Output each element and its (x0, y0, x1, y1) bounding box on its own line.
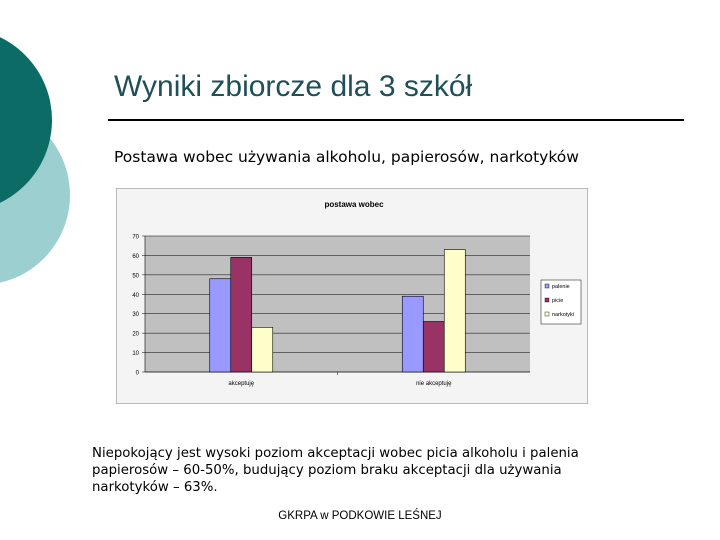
legend-label-palenie: palenie (552, 284, 570, 290)
y-tick-label: 0 (135, 370, 139, 377)
conclusion-line-1: Niepokojący jest wysoki poziom akceptacji wobec picia alkoholu i palenia (92, 446, 579, 461)
bar-palenie-2 (402, 296, 423, 372)
x-category-label: nie akceptuję (416, 381, 452, 387)
y-tick-label: 70 (132, 234, 139, 241)
conclusion-text (92, 445, 632, 496)
y-tick-label: 30 (132, 312, 139, 319)
conclusion-line-3: narkotyków – 63%. (92, 480, 218, 495)
plot-area (132, 235, 530, 388)
decorative-circles (0, 0, 120, 300)
chart-title: postawa wobec (324, 200, 384, 209)
bar-narkotyki-2 (444, 250, 465, 372)
legend-label-picie: picie (552, 298, 564, 304)
legend-swatch-narkotyki (545, 312, 549, 316)
bar-narkotyki-1 (252, 327, 273, 372)
y-tick-label: 10 (132, 351, 139, 358)
legend-label-narkotyki: narkotyki (552, 312, 575, 318)
bar-picie-2 (423, 321, 444, 372)
title-underline (108, 119, 684, 121)
chart-legend (541, 280, 581, 324)
y-tick-label: 40 (132, 292, 139, 299)
legend-swatch-picie (545, 298, 549, 302)
bar-picie-1 (231, 257, 252, 372)
footer-text: GKRPA w PODKOWIE LEŚNEJ (278, 510, 442, 522)
y-tick-label: 20 (132, 331, 139, 338)
y-tick-label: 60 (132, 253, 139, 260)
slide-subtitle: Postawa wobec używania alkoholu, papierosów, narkotyków (114, 148, 579, 166)
slide-title: Wyniki zbiorcze dla 3 szkół (114, 70, 473, 103)
bar-chart (117, 189, 587, 403)
bar-palenie-1 (210, 279, 231, 372)
chart-area (116, 188, 588, 404)
plot-background (145, 236, 530, 372)
legend-swatch-palenie (545, 284, 549, 288)
y-tick-label: 50 (132, 273, 139, 280)
conclusion-line-2: papierosów – 60-50%, budujący poziom braku akceptacji dla używania (92, 463, 562, 478)
x-category-label: akceptuję (228, 381, 255, 387)
